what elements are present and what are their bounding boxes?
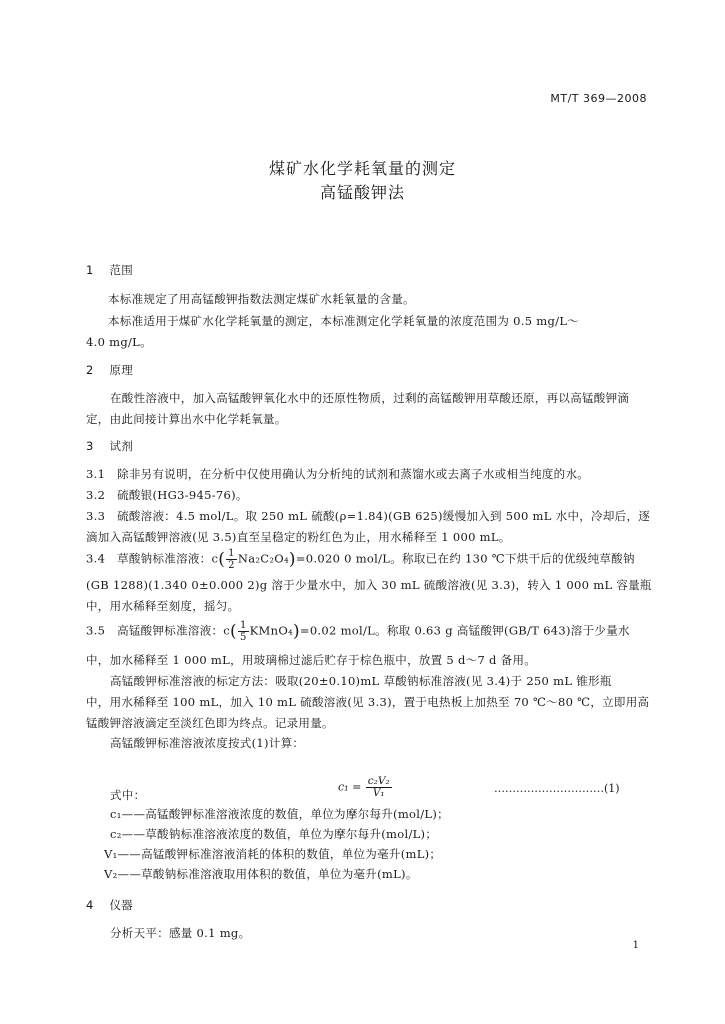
- item-3-5-text-line-2: 中，加水稀释至 1 000 mL，用玻璃棉过滤后贮存于棕色瓶中，放置 5 d～7 d 备用。: [86, 653, 537, 667]
- where-label: 式中：: [110, 788, 146, 802]
- item-3-4-fraction: $\frac{1}{2}$: [228, 548, 235, 571]
- item-3-4: 3.4 草酸钠标准溶液：c( $\frac{1}{2}$ Na₂C₂O₄)=0.020 0 mol/L。称取已在约 130 ℃下烘干后的优级纯草酸钠: [86, 548, 635, 571]
- item-3-5: 3.5 高锰酸钾标准溶液：c( $\frac{1}{5}$ KMnO₄)=0.02 mol/L。称取 0.63 g 高锰酸钾(GB/T 643)溶于少量水: [86, 620, 630, 643]
- item-3-4-text-line-3: 中，用水稀释至刻度，摇匀。: [86, 599, 240, 613]
- formula-number: …………………………(1): [494, 782, 620, 795]
- calibration-line-3: 锰酸钾溶液滴定至淡红色即为终点。记录用量。: [86, 716, 334, 730]
- section-1-title: 范围: [109, 263, 134, 277]
- document-title: 煤矿水化学耗氧量的测定: [268, 159, 456, 178]
- item-3-4-label: 草酸钠标准溶液：c: [117, 551, 219, 566]
- item-3-1: [86, 466, 589, 482]
- s4-paragraph: 分析天平：感量 0.1 mg。: [110, 926, 251, 940]
- formula-1: [338, 776, 393, 799]
- definition-v2: V₂——草酸钠标准溶液取用体积的数值，单位为毫升(mL)。: [104, 867, 418, 881]
- item-3-3: [86, 508, 650, 524]
- s1-paragraph-2-line-2: 4.0 mg/L。: [86, 335, 152, 349]
- item-3-2: [86, 487, 248, 503]
- section-2-number: 2: [86, 363, 94, 377]
- section-3-heading: [86, 438, 133, 454]
- item-3-3-number: 3.3: [86, 509, 106, 523]
- s1-paragraph-2-line-1: 本标准适用于煤矿水化学耗氧量的测定，本标准测定化学耗氧量的浓度范围为 0.5 mg/L～: [108, 314, 580, 328]
- item-3-5-number: 3.5: [86, 623, 106, 638]
- calibration-line-4: 高锰酸钾标准溶液浓度按式(1)计算：: [110, 736, 305, 750]
- formula-lhs: c₁ =: [338, 780, 362, 794]
- s2-paragraph-line-2: 定，由此间接计算出水中化学耗氧量。: [86, 412, 287, 426]
- item-3-4-number: 3.4: [86, 551, 106, 566]
- item-3-1-text: 除非另有说明，在分析中仅使用确认为分析纯的试剂和蒸馏水或去离子水或相当纯度的水。: [117, 467, 590, 481]
- item-3-2-text: 硫酸银(HG3-945-76)。: [117, 488, 248, 502]
- definition-v1: V₁——高锰酸钾标准溶液消耗的体积的数值，单位为毫升(mL)；: [104, 847, 442, 861]
- item-3-2-number: 3.2: [86, 488, 106, 502]
- calibration-line-2: 中，用水稀释至 100 mL，加入 10 mL 硫酸溶液(见 3.3)，置于电热板上加热至 70 ℃～80 ℃，立即用高: [86, 695, 650, 709]
- item-3-3-text-line-1: 硫酸溶液：4.5 mol/L。取 250 mL 硫酸(ρ=1.84)(GB 625)缓慢加入到 500 mL 水中，冷却后，逐: [117, 509, 651, 523]
- page-number: 1: [632, 940, 639, 951]
- section-2-heading: [86, 362, 133, 378]
- item-3-4-text-line-2: (GB 1288)(1.340 0±0.000 2)g 溶于少量水中，加入 30 mL 硫酸溶液(见 3.3)，转入 1 000 mL 容量瓶: [86, 578, 652, 592]
- standard-code: MT/T 369—2008: [550, 92, 647, 105]
- section-1-heading: [86, 262, 133, 278]
- item-3-5-fraction: $\frac{1}{5}$: [239, 620, 247, 643]
- section-3-number: 3: [86, 439, 94, 453]
- section-4-heading: [86, 897, 133, 913]
- item-3-4-text: =0.020 0 mol/L。称取已在约 130 ℃下烘干后的优级纯草酸钠: [295, 551, 635, 566]
- calibration-line-1: 高锰酸钾标准溶液的标定方法：吸取(20±0.10)mL 草酸钠标准溶液(见 3.4)于 250 mL 锥形瓶: [110, 674, 612, 688]
- formula-denominator: V₁: [372, 787, 385, 799]
- item-3-5-label: 高锰酸钾标准溶液：c: [117, 623, 231, 638]
- section-4-number: 4: [86, 898, 94, 912]
- document-subtitle: 高锰酸钾法: [319, 183, 405, 202]
- definition-c1: c₁——高锰酸钾标准溶液浓度的数值，单位为摩尔每升(mol/L)；: [110, 807, 449, 821]
- section-2-title: 原理: [109, 363, 134, 377]
- formula-fraction: [366, 776, 392, 799]
- s1-paragraph-1: 本标准规定了用高锰酸钾指数法测定煤矿水耗氧量的含量。: [108, 292, 415, 306]
- item-3-5-text: =0.02 mol/L。称取 0.63 g 高锰酸钾(GB/T 643)溶于少量水: [299, 623, 630, 638]
- definition-c2: c₂——草酸钠标准溶液浓度的数值，单位为摩尔每升(mol/L)；: [110, 827, 438, 841]
- s2-paragraph-line-1: 在酸性溶液中，加入高锰酸钾氧化水中的还原性物质，过剩的高锰酸钾用草酸还原，再以高锰酸钾滴: [110, 391, 630, 405]
- section-4-title: 仪器: [109, 898, 134, 912]
- section-3-title: 试剂: [109, 439, 134, 453]
- item-3-4-formula: Na₂C₂O₄: [237, 551, 289, 566]
- formula-numerator: c₂V₂: [367, 775, 390, 787]
- section-1-number: 1: [86, 263, 94, 277]
- item-3-3-text-line-2: 滴加入高锰酸钾溶液(见 3.5)直至呈稳定的粉红色为止，用水稀释至 1 000 mL。: [86, 530, 511, 544]
- item-3-5-formula: KMnO₄: [249, 623, 293, 638]
- item-3-1-number: 3.1: [86, 467, 106, 481]
